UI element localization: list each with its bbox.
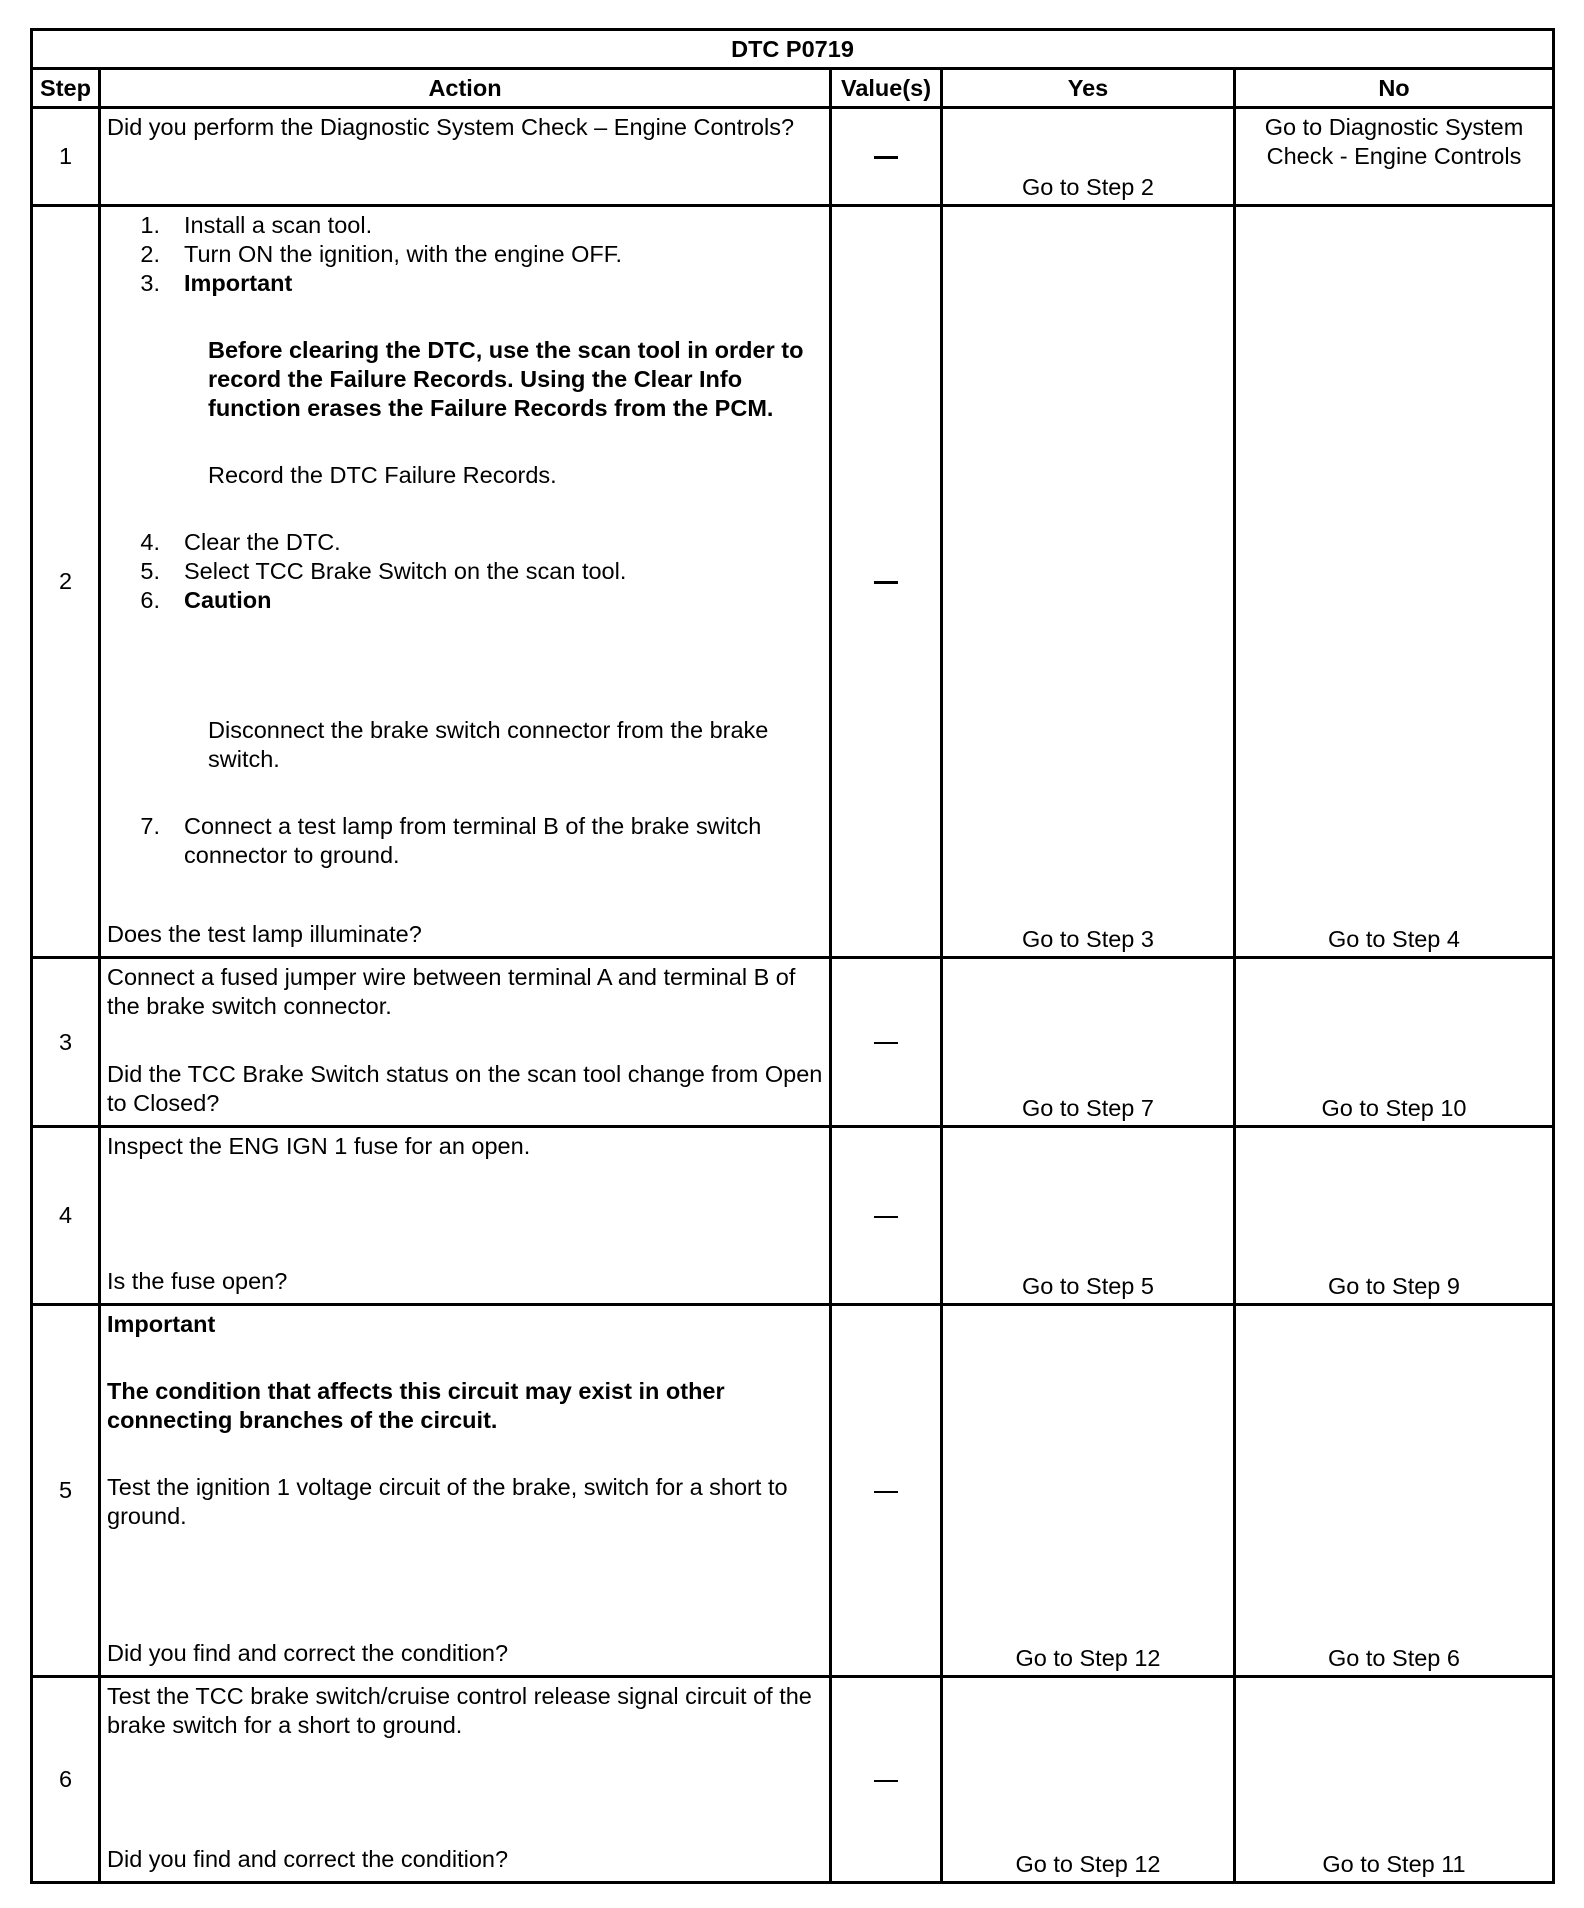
action-cell xyxy=(100,958,831,1127)
no-cell: Go to Diagnostic System Check - Engine Controls xyxy=(1235,108,1554,206)
step-number: 4 xyxy=(32,1127,100,1305)
question-text: Did the TCC Brake Switch status on the scan tool change from Open to Closed? xyxy=(107,1061,823,1116)
yes-cell: Go to Step 12 xyxy=(942,1305,1235,1677)
no-cell: Go to Step 6 xyxy=(1235,1305,1554,1677)
table-row-step-1 xyxy=(32,108,1554,206)
table-row-step-5 xyxy=(32,1305,1554,1677)
action-cell xyxy=(100,108,831,206)
caution-text: Disconnect the brake switch connector from the brake switch. xyxy=(208,717,769,772)
value-dash xyxy=(874,1491,898,1493)
action-text: Did you perform the Diagnostic System Check – Engine Controls? xyxy=(107,114,795,140)
question-text: Did you find and correct the condition? xyxy=(107,1846,509,1872)
action-cell xyxy=(100,1127,831,1305)
no-cell: Go to Step 9 xyxy=(1235,1127,1554,1305)
list-item: 1. Install a scan tool. xyxy=(140,212,373,238)
list-item: 5. Select TCC Brake Switch on the scan tool. xyxy=(140,558,627,584)
header-step: Step xyxy=(32,69,100,108)
yes-cell: Go to Step 12 xyxy=(942,1677,1235,1883)
step-number: 5 xyxy=(32,1305,100,1677)
action-text: Connect a fused jumper wire between terminal A and terminal B of the brake switch connector. xyxy=(107,964,796,1019)
action-cell xyxy=(100,1677,831,1883)
list-item: 7. Connect a test lamp from terminal B of the brake switch connector to ground. xyxy=(140,813,762,868)
value-cell xyxy=(831,1305,942,1677)
value-cell xyxy=(831,1677,942,1883)
action-cell xyxy=(100,1305,831,1677)
table-row-step-6 xyxy=(32,1677,1554,1883)
table-row-step-3 xyxy=(32,958,1554,1127)
step-number: 2 xyxy=(32,206,100,958)
value-dash xyxy=(874,1216,898,1218)
dtc-table xyxy=(30,28,1555,1884)
record-text: Record the DTC Failure Records. xyxy=(208,462,557,488)
value-cell xyxy=(831,108,942,206)
header-yes: Yes xyxy=(942,69,1235,108)
no-cell: Go to Step 10 xyxy=(1235,958,1554,1127)
list-item: 4. Clear the DTC. xyxy=(140,529,341,555)
value-dash xyxy=(874,1780,898,1782)
action-cell xyxy=(100,206,831,958)
header-no: No xyxy=(1235,69,1554,108)
step-number: 3 xyxy=(32,958,100,1127)
action-text: Test the ignition 1 voltage circuit of the brake, switch for a short to ground. xyxy=(107,1474,788,1529)
step-number: 1 xyxy=(32,108,100,206)
header-values: Value(s) xyxy=(831,69,942,108)
value-dash xyxy=(874,581,898,584)
list-item: 2. Turn ON the ignition, with the engine OFF. xyxy=(140,241,623,267)
list-item: 6. Caution xyxy=(140,587,272,613)
value-cell xyxy=(831,958,942,1127)
action-text: Inspect the ENG IGN 1 fuse for an open. xyxy=(107,1133,531,1159)
value-cell xyxy=(831,1127,942,1305)
question-text: Is the fuse open? xyxy=(107,1268,288,1294)
action-text: Test the TCC brake switch/cruise control release signal circuit of the brake switch for a short to ground. xyxy=(107,1683,812,1738)
important-note: Before clearing the DTC, use the scan tool in order to record the Failure Records. Using the Clear Info function erases the Failure Records from the PCM. xyxy=(208,337,804,421)
step-number: 6 xyxy=(32,1677,100,1883)
header-action: Action xyxy=(100,69,831,108)
table-row-step-4 xyxy=(32,1127,1554,1305)
yes-cell: Go to Step 5 xyxy=(942,1127,1235,1305)
header-row xyxy=(32,69,1554,108)
question-text: Did you find and correct the condition? xyxy=(107,1640,509,1666)
no-cell: Go to Step 11 xyxy=(1235,1677,1554,1883)
yes-cell: Go to Step 3 xyxy=(942,206,1235,958)
table-row-step-2 xyxy=(32,206,1554,958)
yes-cell: Go to Step 2 xyxy=(942,108,1235,206)
value-dash xyxy=(874,156,898,159)
important-note: The condition that affects this circuit may exist in other connecting branches of the circuit. xyxy=(107,1378,725,1433)
question-text: Does the test lamp illuminate? xyxy=(107,921,422,947)
important-label: Important xyxy=(107,1311,216,1337)
value-dash xyxy=(874,1042,898,1044)
list-item: 3. Important xyxy=(140,270,293,296)
table-title: DTC P0719 xyxy=(32,30,1554,69)
yes-cell: Go to Step 7 xyxy=(942,958,1235,1127)
value-cell xyxy=(831,206,942,958)
no-cell: Go to Step 4 xyxy=(1235,206,1554,958)
